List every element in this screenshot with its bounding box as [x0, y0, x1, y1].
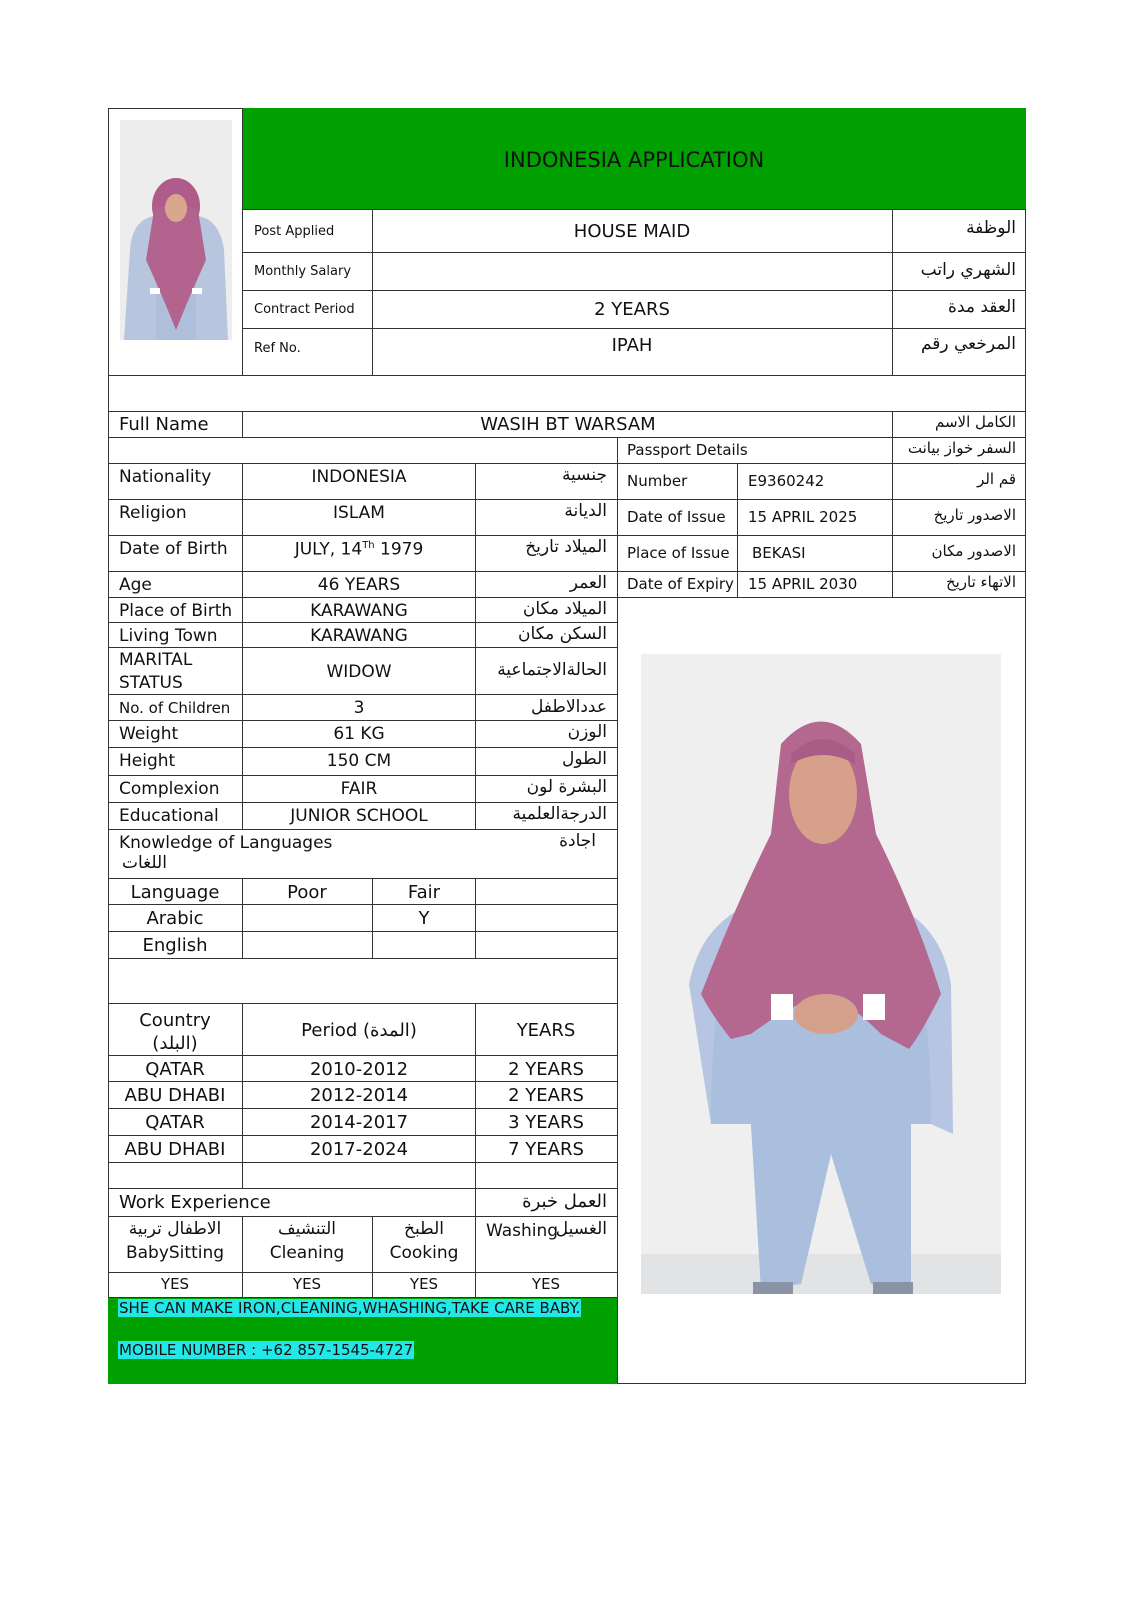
language-english: English [142, 935, 208, 956]
applicant-photo-large [641, 654, 1001, 1294]
nationality-value: INDONESIA [311, 467, 407, 487]
country-header-line1: Country [139, 1010, 211, 1031]
education-value: JUNIOR SCHOOL [290, 806, 428, 826]
work-experience-title: Work Experience [119, 1192, 271, 1213]
weight-arabic: الوزن [567, 722, 607, 742]
post-applied-arabic: الوظفة [966, 218, 1016, 238]
babysitting-arabic: الاطفال تربية [128, 1219, 222, 1239]
full-name-label: Full Name [119, 414, 209, 435]
history-years: 2 YEARS [508, 1059, 584, 1080]
children-value: 3 [353, 698, 365, 718]
history-country: ABU DHABI [124, 1085, 226, 1106]
dob-arabic: الميلاد تاريخ [525, 537, 607, 557]
dob-value: JULY, 14Th 1979 [294, 539, 424, 560]
marital-arabic: الحالةالاجتماعية [497, 660, 607, 680]
washing-arabic: الغسيل [555, 1219, 607, 1239]
history-country: ABU DHABI [124, 1139, 226, 1160]
cleaning-arabic: التنشيف [277, 1219, 337, 1239]
passport-number-value: E9360242 [748, 472, 825, 490]
passport-number-arabic: قم الر [977, 470, 1016, 488]
poor-header: Poor [287, 882, 327, 903]
history-period: 2017-2024 [309, 1139, 409, 1160]
marital-value: WIDOW [326, 662, 392, 682]
post-applied-label: Post Applied [254, 224, 335, 239]
history-country: QATAR [145, 1059, 205, 1080]
languages-title-arabic: اجادة [559, 831, 596, 851]
ref-no-arabic: المرخعي رقم [920, 334, 1016, 354]
nationality-label: Nationality [119, 467, 212, 487]
religion-value: ISLAM [333, 503, 385, 523]
contract-period-arabic: العقد مدة [948, 297, 1016, 317]
history-period: 2010-2012 [309, 1059, 409, 1080]
monthly-salary-label: Monthly Salary [254, 264, 352, 279]
contract-period-label: Contract Period [254, 302, 355, 317]
complexion-value: FAIR [340, 779, 378, 799]
pob-label: Place of Birth [119, 601, 233, 621]
cooking-label: Cooking [389, 1243, 459, 1263]
country-header-line2: (البلد) [152, 1033, 198, 1054]
history-country: QATAR [145, 1112, 205, 1133]
living-town-arabic: السكن مكان [518, 624, 607, 644]
complexion-label: Complexion [119, 779, 220, 799]
contract-period-value: 2 YEARS [594, 299, 670, 320]
education-arabic: الدرجةالعلمية [512, 804, 607, 824]
history-years: 2 YEARS [508, 1085, 584, 1106]
date-of-issue-arabic: الاصدور تاريخ [933, 506, 1016, 524]
ref-no-value: IPAH [611, 335, 653, 356]
babysitting-value: YES [160, 1275, 190, 1293]
full-name-arabic: الكامل الاسم [934, 413, 1016, 431]
age-arabic: العمر [569, 573, 607, 593]
living-town-value: KARAWANG [310, 626, 408, 646]
passport-details-arabic: السفر خواز بيانت [907, 439, 1016, 457]
cleaning-label: Cleaning [269, 1243, 345, 1263]
pob-arabic: الميلاد مكان [522, 599, 607, 619]
work-experience-arabic: العمل خبرة [522, 1191, 607, 1212]
pob-value: KARAWANG [310, 601, 408, 621]
babysitting-label: BabySitting [125, 1243, 225, 1263]
date-of-expiry-value: 15 APRIL 2030 [748, 575, 858, 593]
fair-header: Fair [407, 882, 441, 903]
monthly-salary-arabic: الشهري راتب [920, 260, 1016, 280]
height-value: 150 CM [326, 751, 392, 771]
years-header: YEARS [516, 1020, 576, 1041]
cooking-arabic: الطبخ [404, 1219, 444, 1239]
religion-arabic: الديانة [564, 501, 607, 521]
date-of-expiry-arabic: الاتهاء تاريخ [945, 573, 1016, 591]
religion-label: Religion [119, 503, 187, 523]
mobile-number: MOBILE NUMBER : +62 857-1545-4727 [119, 1341, 414, 1359]
history-period: 2012-2014 [309, 1085, 409, 1106]
languages-subtitle-arabic: اللغات [122, 853, 167, 873]
date-of-expiry-label: Date of Expiry [627, 575, 734, 593]
children-arabic: عددالاطفل [530, 697, 607, 717]
age-value: 46 YEARS [317, 575, 401, 595]
history-years: 7 YEARS [508, 1139, 584, 1160]
place-of-issue-arabic: الاصدور مكان [931, 542, 1016, 560]
passport-number-label: Number [627, 472, 688, 490]
ref-no-label: Ref No. [254, 341, 301, 356]
living-town-label: Living Town [119, 626, 218, 646]
washing-value: YES [531, 1275, 561, 1293]
arabic-fair: Y [418, 908, 430, 929]
skills-note: SHE CAN MAKE IRON,CLEANING,WHASHING,TAKE CARE BABY. [119, 1299, 581, 1317]
language-header: Language [130, 882, 220, 903]
page-title: INDONESIA APPLICATION [503, 148, 765, 172]
passport-details-title: Passport Details [627, 441, 748, 459]
applicant-photo-small [120, 120, 232, 340]
height-arabic: الطول [562, 749, 607, 769]
languages-title: Knowledge of Languages [119, 833, 333, 853]
cleaning-value: YES [292, 1275, 322, 1293]
full-name-value: WASIH BT WARSAM [480, 414, 656, 435]
marital-label-line1: MARITAL [119, 650, 193, 670]
period-header: Period (المدة) [301, 1020, 417, 1041]
history-years: 3 YEARS [508, 1112, 584, 1133]
dob-label: Date of Birth [119, 539, 228, 559]
cooking-value: YES [409, 1275, 439, 1293]
place-of-issue-label: Place of Issue [627, 544, 730, 562]
children-label: No. of Children [119, 699, 231, 717]
weight-label: Weight [119, 724, 179, 744]
weight-value: 61 KG [333, 724, 385, 744]
education-label: Educational [119, 806, 219, 826]
marital-label-line2: STATUS [119, 673, 183, 693]
height-label: Height [119, 751, 176, 771]
date-of-issue-value: 15 APRIL 2025 [748, 508, 858, 526]
complexion-arabic: البشرة لون [526, 777, 607, 797]
post-applied-value: HOUSE MAID [573, 221, 691, 242]
date-of-issue-label: Date of Issue [627, 508, 726, 526]
history-period: 2014-2017 [309, 1112, 409, 1133]
washing-label: Washing [486, 1221, 559, 1241]
age-label: Age [119, 575, 152, 595]
nationality-arabic: جنسية [561, 465, 607, 485]
place-of-issue-value: BEKASI [752, 544, 806, 562]
language-arabic: Arabic [146, 908, 204, 929]
